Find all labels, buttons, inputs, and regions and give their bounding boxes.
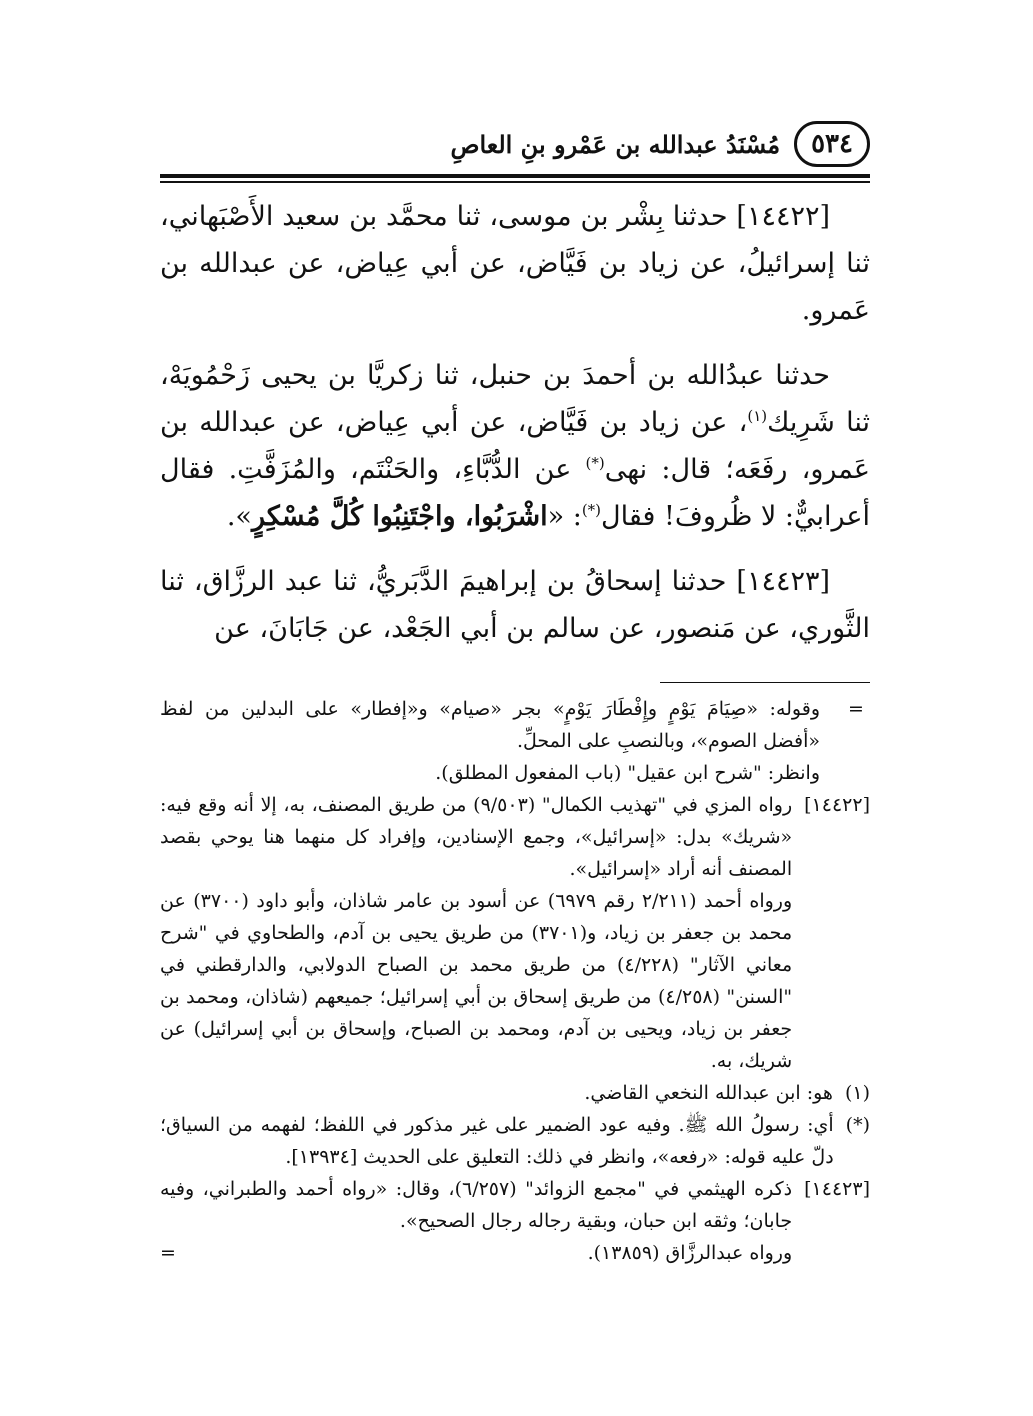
hadith-14423: [١٤٤٢٣] حدثنا إسحاقُ بن إبراهيمَ الدَّبَريُّ، ثنا عبد الرزَّاق، ثنا الثَّوري، عن مَنصور، عن سالم بن أبي الجَعْد، عن جَابَانَ، عن [160,565,870,644]
footnote-text: وانظر: "شرح ابن عقيل" (باب المفعول المطلق). [435,762,820,784]
chain-text-cont: ، عن زياد بن فَيَّاض، عن أبي عِياض، عن عبدالله بن عَمرو، رفَعَه؛ قال: نهى [160,406,870,485]
matn-quote-close: ». [226,500,252,532]
hadith-14422-second-chain [160,352,870,540]
main-text [160,193,870,652]
matn-text: عن الدُّبَّاءِ، والحَنْتَم، والمُزَفَّتِ. فقال أعرابيٌّ: لا ظُروفَ! فقال [160,453,870,532]
footnote-text: رواه المزي في "تهذيب الكمال" (٩/٥٠٣) من طريق المصنف، به، إلا أنه وقع فيه: «شريك» بدل: «إسرائيل»، وجمع الإسنادين، وإفراد كل منهما هنا يوحي بقصد المصنف أنه أراد «إسرائيل». [160,794,793,880]
page-number: ٥٣٤ [794,121,870,167]
footnote-text: ذكره الهيثمي في "مجمع الزوائد" (٦/٢٥٧)، وقال: «رواه أحمد والطبراني، وفيه جابان؛ وثقه ابن حبان، وبقية رجاله رجال الصحيح». [160,1178,793,1232]
page-header [160,118,870,170]
footnote-ref-star: (*) [585,453,605,472]
footnote-14423 [160,1173,870,1269]
footnote-text: ورواه أحمد (٢/٢١١ رقم ٦٩٧٩) عن أسود بن عامر شاذان، وأبو داود (٣٧٠٠) عن محمد بن جعفر بن زياد، و(٣٧٠١) من طريق يحيى بن آدم، والطحاوي في "شرح معاني الآثار" (٤/٢٢٨) من طريق محمد بن الصباح الدولابي، والدارقطني في "السنن" (٤/٢٥٨) من طريق إسحاق بن أبي إسرائيل؛ جميعهم (شاذان، ومحمد بن جعفر بن زياد، ويحيى بن آدم، ومحمد بن الصباح، وإسحاق بن أبي إسرائيل) عن شريك، به. [160,890,793,1072]
chain-text: حدثنا عبدُالله بن أحمدَ بن حنبل، ثنا زكريَّا بن يحيى زَحْمُويَهْ، ثنا شَرِيك [160,359,870,438]
footnote-text: أي: رسولُ الله ﷺ. وفيه عود الضمير على غير مذكور في اللفظ؛ لفهمه من السياق؛ دلّ عليه قوله: «رفعه»، وانظر في ذلك: التعليق على الحديث [١٣٩٣٤]. [160,1114,834,1168]
prophetic-saying: اشْرَبُوا، واجْتَنِبُوا كُلَّ مُسْكِرٍ [251,500,548,532]
footnote-continued [160,693,870,789]
footnote-marker: (١) [844,1082,870,1104]
continuation-marker-end: = [160,1242,176,1264]
footnote-star [160,1109,870,1173]
footnote-text: هو: ابن عبدالله النخعي القاضي. [584,1082,833,1104]
footnote-text: وقوله: «صِيَامَ يَوْمٍ وإِفْطَارَ يَوْمٍ» بجر «صيام» و«إفطار» على البدلين من لفظ «أفضل الصوم»، وبالنصبِ على المحلِّ. [160,698,820,752]
footnote-ref-1: (١) [747,406,768,425]
continuation-marker: = [848,698,864,720]
footnote-1 [160,1077,870,1109]
page [160,118,870,1269]
footnote-ref-star-2: (*) [581,500,602,519]
footnotes [160,693,870,1269]
footnote-marker: [١٤٤٢٢] [804,794,870,816]
hadith-14422: [١٤٤٢٢] حدثنا بِشْر بن موسى، ثنا محمَّد بن سعيد الأَصْبَهاني، ثنا إسرائيلُ، عن زياد بن فَيَّاض، عن أبي عِياض، عن عبدالله بن عَمرو. [160,200,870,326]
footnote-marker: (*) [845,1114,870,1136]
footnote-text: ورواه عبدالرزَّاق (١٣٨٥٩). [587,1242,793,1264]
footnote-separator [660,682,870,684]
header-rule-thin [160,181,870,183]
footnote-marker: [١٤٤٢٣] [804,1178,870,1200]
footnote-14422 [160,789,870,1077]
matn-quote-open: : « [547,500,582,532]
header-rule-thick [160,174,870,178]
running-title: مُسْنَدُ عبدالله بن عَمْرو بنِ العاصِ [450,129,781,159]
